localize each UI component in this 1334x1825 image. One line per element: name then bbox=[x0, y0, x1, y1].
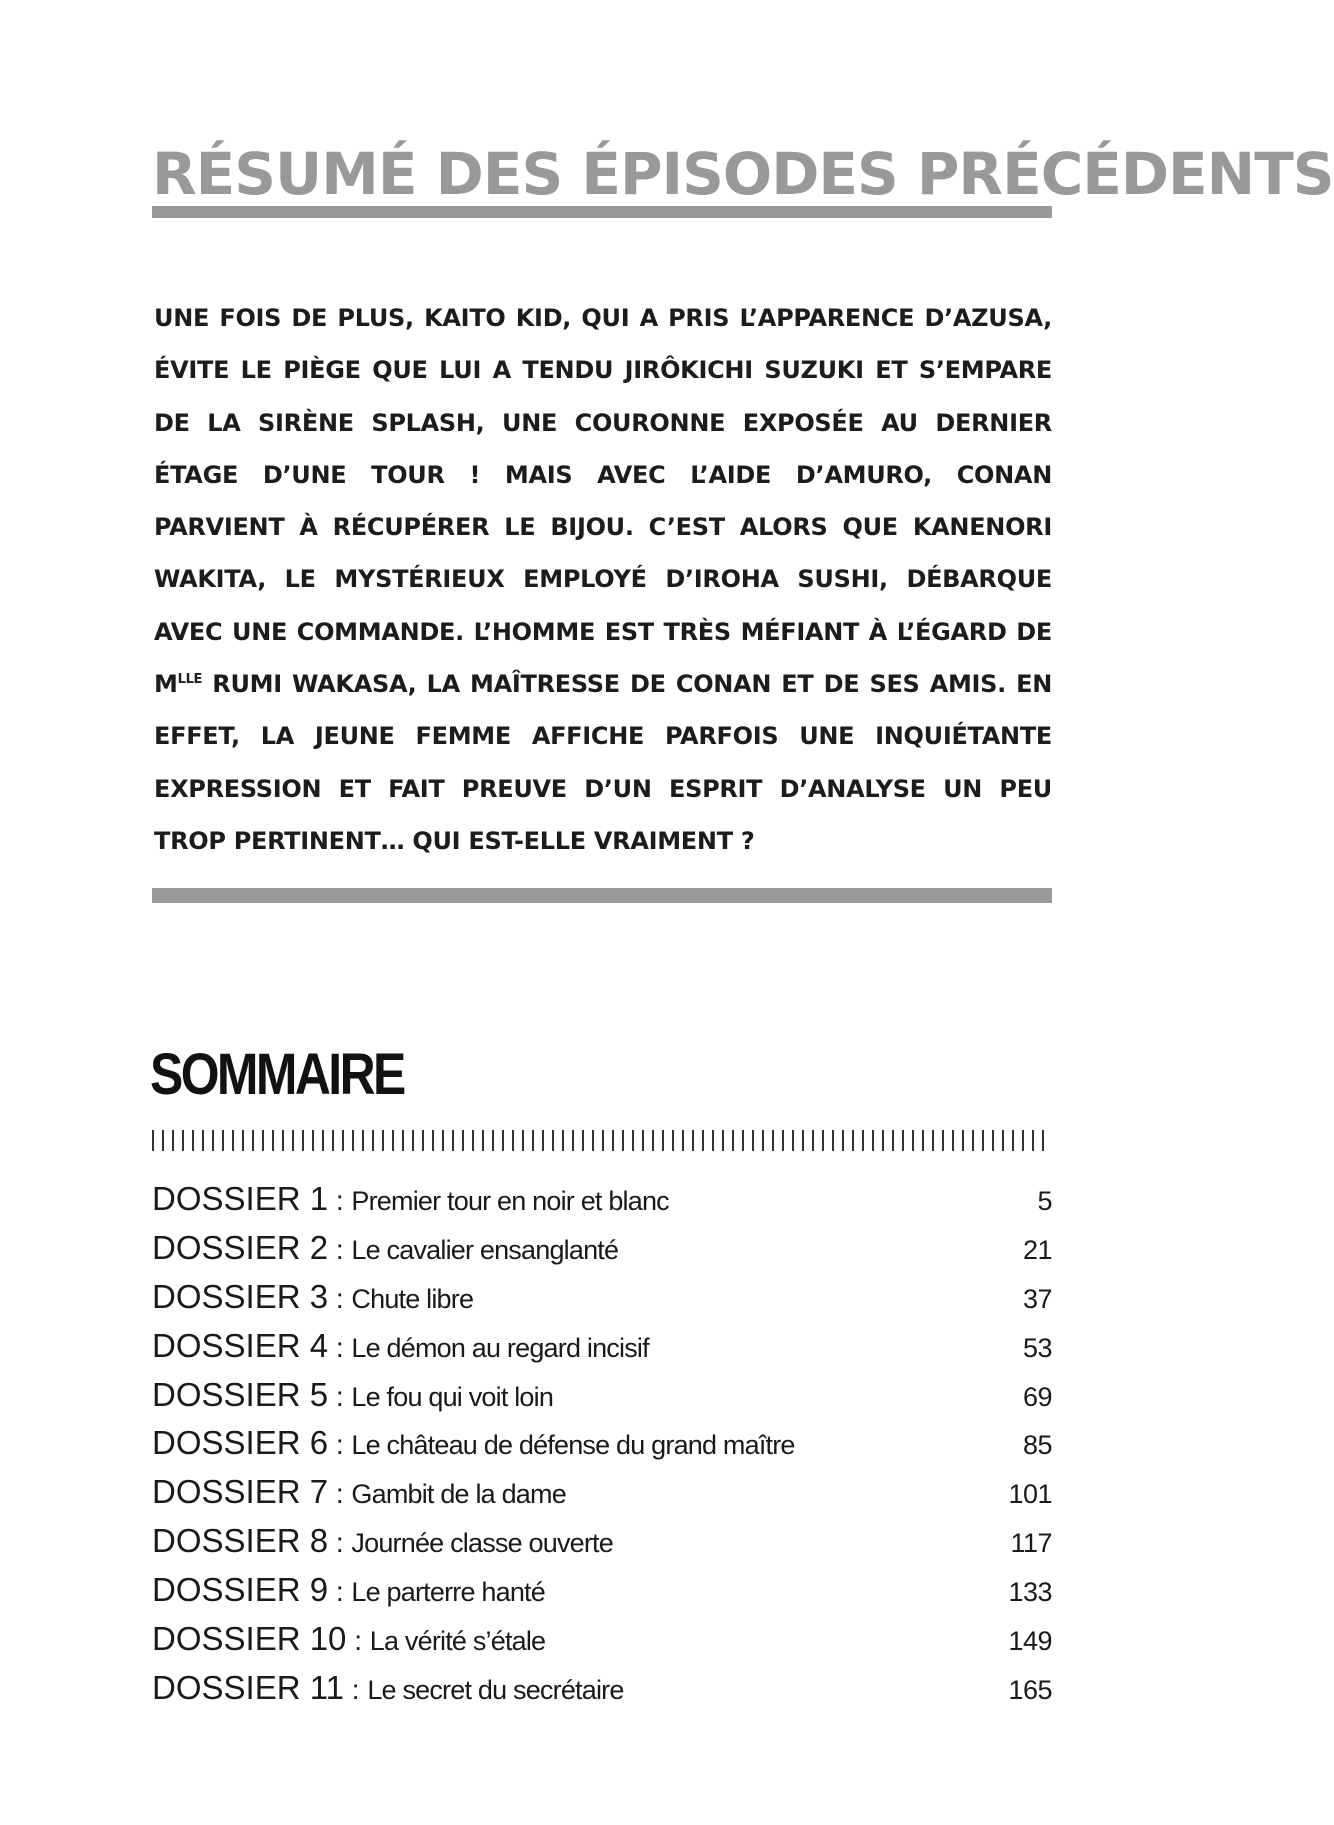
toc-entry-heading bbox=[152, 1327, 649, 1365]
toc-entry-heading bbox=[152, 1424, 795, 1462]
toc-entry-separator: : bbox=[328, 1429, 352, 1461]
toc-entry-title: La vérité s’étale bbox=[369, 1626, 546, 1657]
toc-entry-page-number: 117 bbox=[1010, 1528, 1052, 1559]
toc-entry bbox=[152, 1327, 1052, 1376]
summary-text-part-2: RUMI WAKASA, LA MAÎTRESSE DE CONAN ET DE SES AMIS. EN EFFET, LA JEUNE FEMME AFFICHE PARFOIS UNE INQUIÉTANTE EXPRESSION ET FAIT PREUVE D’UN ESPRIT D’ANALYSE UN PEU TROP PERTINENT… QUI EST-ELLE VRAIMENT ? bbox=[154, 670, 1052, 855]
toc-entry-title: Le démon au regard incisif bbox=[351, 1332, 649, 1363]
toc-entry-page-number: 5 bbox=[1037, 1186, 1052, 1216]
section-divider bbox=[152, 888, 1052, 903]
toc-tick-ruler bbox=[152, 1130, 1052, 1151]
toc-entry-title: Gambit de la dame bbox=[351, 1479, 566, 1510]
toc-entry-title: Le château de défense du grand maître bbox=[351, 1430, 795, 1461]
toc-entry-page-number: 85 bbox=[1022, 1430, 1052, 1461]
toc-entry-heading bbox=[152, 1229, 618, 1267]
toc-entry-label: DOSSIER 11 bbox=[152, 1668, 344, 1706]
toc-entry bbox=[152, 1180, 1052, 1229]
toc-entry-title: Le cavalier ensanglanté bbox=[351, 1234, 619, 1265]
toc-entry-heading bbox=[152, 1669, 624, 1707]
toc-entry bbox=[152, 1229, 1052, 1278]
toc-entry-separator: : bbox=[328, 1380, 352, 1412]
toc-entry-label: DOSSIER 4 bbox=[152, 1326, 329, 1364]
toc-entry bbox=[152, 1571, 1052, 1620]
toc-entry-heading bbox=[152, 1473, 566, 1511]
toc-heading: SOMMAIRE bbox=[150, 1042, 404, 1107]
toc-entry-page-number: 21 bbox=[1022, 1234, 1052, 1265]
toc-entry-label: DOSSIER 6 bbox=[152, 1424, 329, 1462]
toc-entry-page-number: 133 bbox=[1008, 1577, 1052, 1608]
toc-entry-label: DOSSIER 1 bbox=[152, 1180, 329, 1217]
toc-entry-title: Chute libre bbox=[351, 1283, 474, 1314]
summary-paragraph bbox=[154, 292, 1052, 867]
summary-heading: RÉSUMÉ DES ÉPISODES PRÉCÉDENTS bbox=[152, 138, 1052, 218]
toc-entry-page-number: 53 bbox=[1022, 1332, 1052, 1363]
toc-entry-separator: : bbox=[328, 1282, 352, 1314]
toc-entry-heading bbox=[152, 1278, 473, 1316]
summary-text-part-1: UNE FOIS DE PLUS, KAITO KID, QUI A PRIS L’APPARENCE D’AZUSA, ÉVITE LE PIÈGE QUE LUI A TENDU JIRÔKICHI SUZUKI ET S’EMPARE DE LA SIRÈNE SPLASH, UNE COURONNE EXPOSÉE AU DERNIER ÉTAGE D’UNE TOUR ! MAIS AVEC L’AIDE D’AMURO, CONAN PARVIENT À RÉCUPÉRER LE BIJOU. C’EST ALORS QUE KANENORI WAKITA, LE MYSTÉRIEUX EMPLOYÉ D’IROHA SUSHI, DÉBARQUE AVEC UNE COMMANDE. L’HOMME EST TRÈS MÉFIANT À L’ÉGARD DE M bbox=[154, 304, 1052, 699]
toc-entry-separator: : bbox=[328, 1527, 352, 1559]
toc-entry bbox=[152, 1522, 1052, 1571]
toc-entry bbox=[152, 1620, 1052, 1669]
toc-entry-label: DOSSIER 5 bbox=[152, 1375, 329, 1413]
toc-entry bbox=[152, 1473, 1052, 1522]
toc-entry-separator: : bbox=[328, 1331, 352, 1363]
toc-entry-separator: : bbox=[328, 1185, 352, 1216]
toc-entry-label: DOSSIER 2 bbox=[152, 1228, 329, 1266]
toc-entry bbox=[152, 1376, 1052, 1425]
toc-entry-title: Le fou qui voit loin bbox=[351, 1381, 554, 1412]
toc-entry-separator: : bbox=[328, 1478, 352, 1510]
toc-entry-title: Le parterre hanté bbox=[351, 1577, 545, 1608]
toc-entry-separator: : bbox=[343, 1673, 368, 1705]
toc-entry-title: Premier tour en noir et blanc bbox=[351, 1186, 669, 1216]
toc-entry-separator: : bbox=[328, 1233, 352, 1265]
toc-entry bbox=[152, 1669, 1052, 1718]
toc-entry-heading bbox=[152, 1522, 613, 1560]
toc-entry-label: DOSSIER 8 bbox=[152, 1522, 329, 1560]
toc-entry-heading bbox=[152, 1376, 553, 1414]
toc-list bbox=[152, 1180, 1052, 1718]
toc-entry-heading bbox=[152, 1571, 545, 1609]
toc-entry-page-number: 149 bbox=[1008, 1626, 1052, 1657]
toc-entry-label: DOSSIER 9 bbox=[152, 1571, 329, 1609]
toc-entry bbox=[152, 1424, 1052, 1473]
toc-entry-label: DOSSIER 10 bbox=[152, 1620, 347, 1658]
toc-entry-page-number: 37 bbox=[1022, 1283, 1052, 1314]
toc-entry-title: Le secret du secrétaire bbox=[367, 1674, 624, 1705]
toc-entry-label: DOSSIER 3 bbox=[152, 1277, 329, 1315]
toc-entry-page-number: 69 bbox=[1022, 1381, 1052, 1412]
toc-entry-separator: : bbox=[346, 1625, 370, 1657]
toc-entry-label: DOSSIER 7 bbox=[152, 1473, 329, 1511]
toc-entry-separator: : bbox=[328, 1576, 352, 1608]
toc-entry-heading bbox=[152, 1180, 669, 1218]
toc-entry-page-number: 165 bbox=[1008, 1674, 1052, 1705]
toc-entry-page-number: 101 bbox=[1008, 1479, 1052, 1510]
honorific-superscript: LLE bbox=[177, 672, 203, 688]
toc-entry-heading bbox=[152, 1620, 545, 1658]
toc-entry bbox=[152, 1278, 1052, 1327]
toc-entry-title: Journée classe ouverte bbox=[351, 1528, 613, 1559]
